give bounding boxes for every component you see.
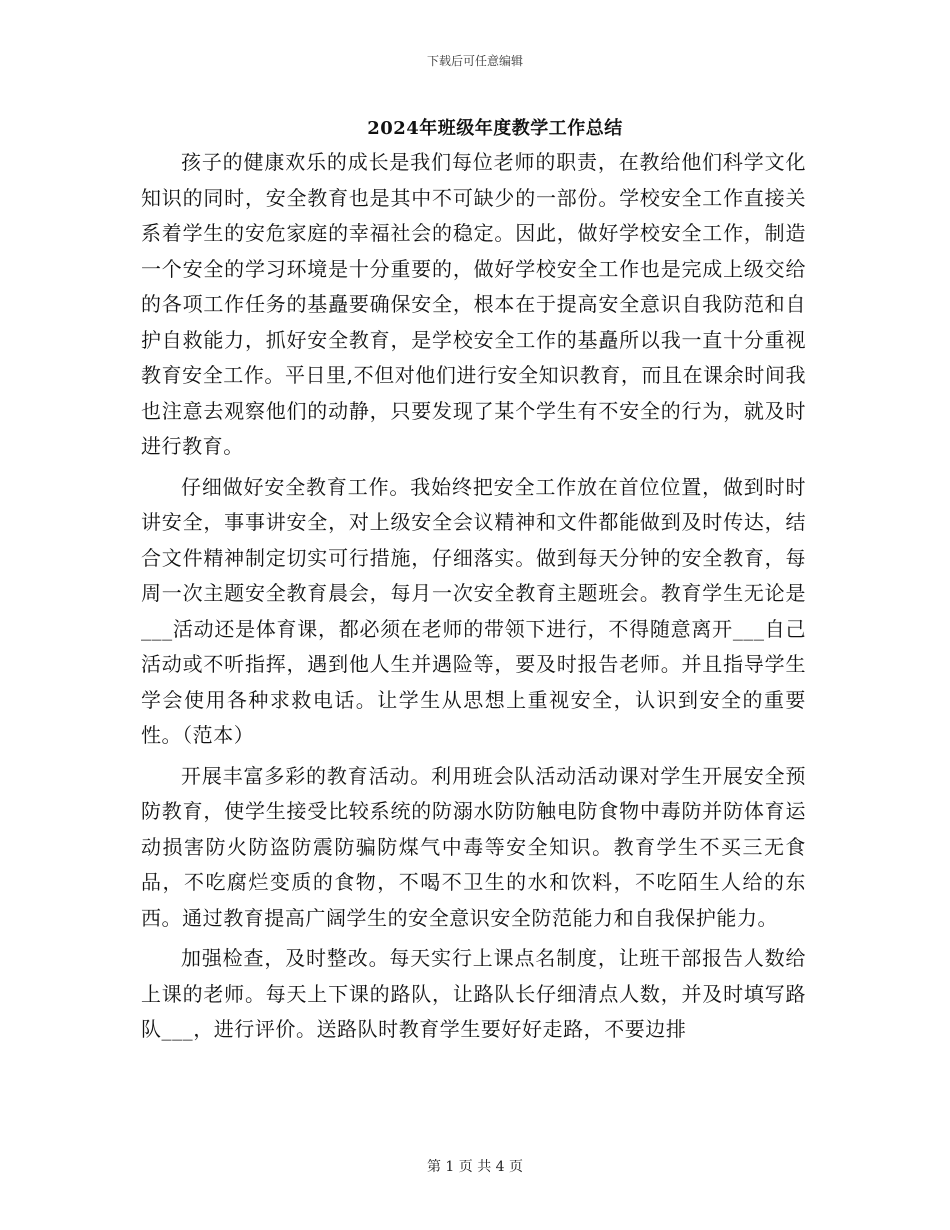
paragraph: 仔细做好安全教育工作。我始终把安全工作放在首位位置，做到时时讲安全，事事讲安全，对上级安全会议精神和文件都能做到及时传达，结合文件精神制定切实可行措施，仔细落实。做到每天分钟的安全教育，每周一次主题安全教育晨会，每月一次安全教育主题班会。教育学生无论是___活动还是体育课，都必须在老师的带领下进行，不得随意离开___自己活动或不听指挥，遇到他人生并遇险等，要及时报告老师。并且指导学生学会使用各种求救电话。让学生从思想上重视安全，认识到安全的重要性。（范本） bbox=[141, 474, 806, 747]
paragraph: 开展丰富多彩的教育活动。利用班会队活动活动课对学生开展安全预防教育，使学生接受比较系统的防溺水防防触电防食物中毒防并防体育运动损害防火防盗防震防骗防煤气中毒等安全知识。教育学生不买三无食品，不吃腐烂变质的食物，不喝不卫生的水和饮料，不吃陌生人给的东西。通过教育提高广阔学生的安全意识安全防范能力和自我保护能力。 bbox=[141, 763, 806, 930]
paragraph: 加强检查，及时整改。每天实行上课点名制度，让班干部报告人数给上课的老师。每天上下课的路队，让路队长仔细清点人数，并及时填写路队___，进行评价。送路队时教育学生要好好走路，不要边排 bbox=[141, 946, 806, 1041]
document-title: 2024年班级年度教学工作总结 bbox=[367, 118, 623, 139]
paragraph: 孩子的健康欢乐的成长是我们每位老师的职责，在教给他们科学文化知识的同时，安全教育也是其中不可缺少的一部份。学校安全工作直接关系着学生的安危家庭的幸福社会的稳定。因此，做好学校安全工作，制造一个安全的学习环境是十分重要的，做好学校安全工作也是完成上级交给的各项工作任务的基矗要确保安全，根本在于提高安全意识自我防范和自护自救能力，抓好安全教育，是学校安全工作的基矗所以我一直十分重视教育安全工作。平日里,不但对他们进行安全知识教育，而且在课余时间我也注意去观察他们的动静，只要发现了某个学生有不安全的行为，就及时进行教育。 bbox=[141, 150, 806, 458]
document-body bbox=[141, 145, 806, 1053]
page-number-footer: 第 1 页 共 4 页 bbox=[426, 1159, 524, 1175]
header-note: 下载后可任意编辑 bbox=[426, 54, 523, 68]
